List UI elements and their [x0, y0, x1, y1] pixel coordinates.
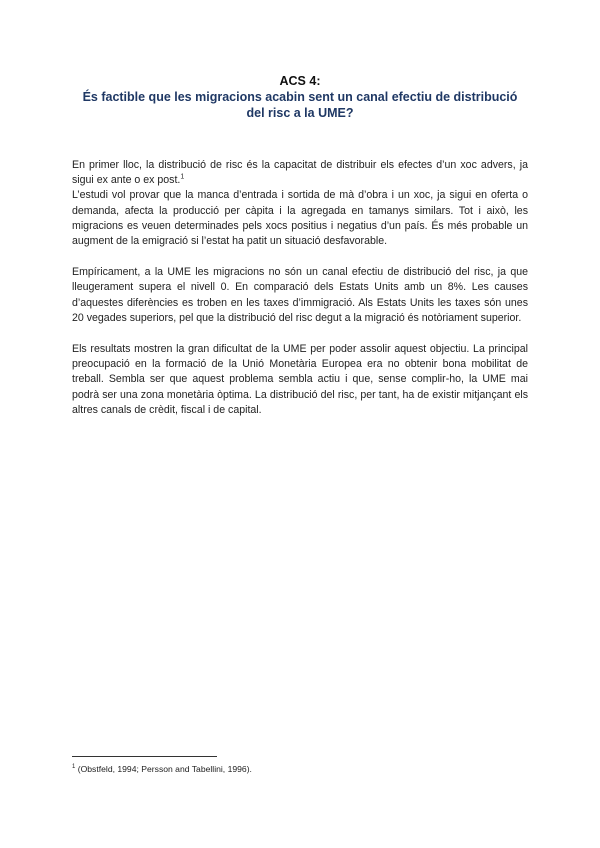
paragraph-2: L’estudi vol provar que la manca d’entrada i sortida de mà d’obra i un xoc, ja sigui en oferta o demanda, afecta la producció per càpita i la agregada en tamanys similars. Tot i això, les migracions es veuen determinades pels xocs positius i negatius d’un país. És més probable un augment de la emigració si l’estat ha patit un situació desfavorable. — [72, 189, 528, 248]
footnote-reference[interactable]: 1 — [180, 173, 185, 181]
footnote-text: (Obstfeld, 1994; Persson and Tabellini, 1996). — [77, 764, 252, 774]
section-heading — [72, 73, 528, 121]
section-question: És factible que les migracions acabin sent un canal efectiu de distribució del risc a la UME? — [82, 90, 518, 120]
footnote-divider — [72, 756, 217, 757]
footnote-mark: 1 — [72, 764, 76, 771]
body-text — [72, 158, 528, 434]
paragraph-3: Empíricament, a la UME les migracions no són un canal efectiu de distribució del risc, ja que lleugerament supera el nivell 0. En comparació dels Estats Units amb un 8%. Les causes d’aquestes diferències es troben en les taxes d’immigració. Als Estats Units les taxes són unes 20 vegades superiors, pel que la distribució del risc degut a la migració és notòriament superior. — [72, 266, 528, 324]
paragraph-1-text: En primer lloc, la distribució de risc és la capacitat de distribuir els efectes d’un xoc advers, ja sigui ex ante o ex post. — [72, 159, 528, 187]
paragraph-1 — [72, 158, 528, 188]
paragraph-4: Els resultats mostren la gran dificultat de la UME per poder assolir aquest objectiu. La principal preocupació en la formació de la Unió Monetària Europea era no obtenir bona mobilitat de treball. Sembla ser que aquest problema sembla actiu i que, sense complir-ho, la UME mai podrà ser una zona monetària òptima. La distribució del risc, per tant, ha de existir mitjançant els altres canals de crèdit, fiscal i de capital. — [72, 343, 528, 416]
section-label: ACS 4: — [279, 74, 321, 88]
footnote — [72, 764, 528, 775]
